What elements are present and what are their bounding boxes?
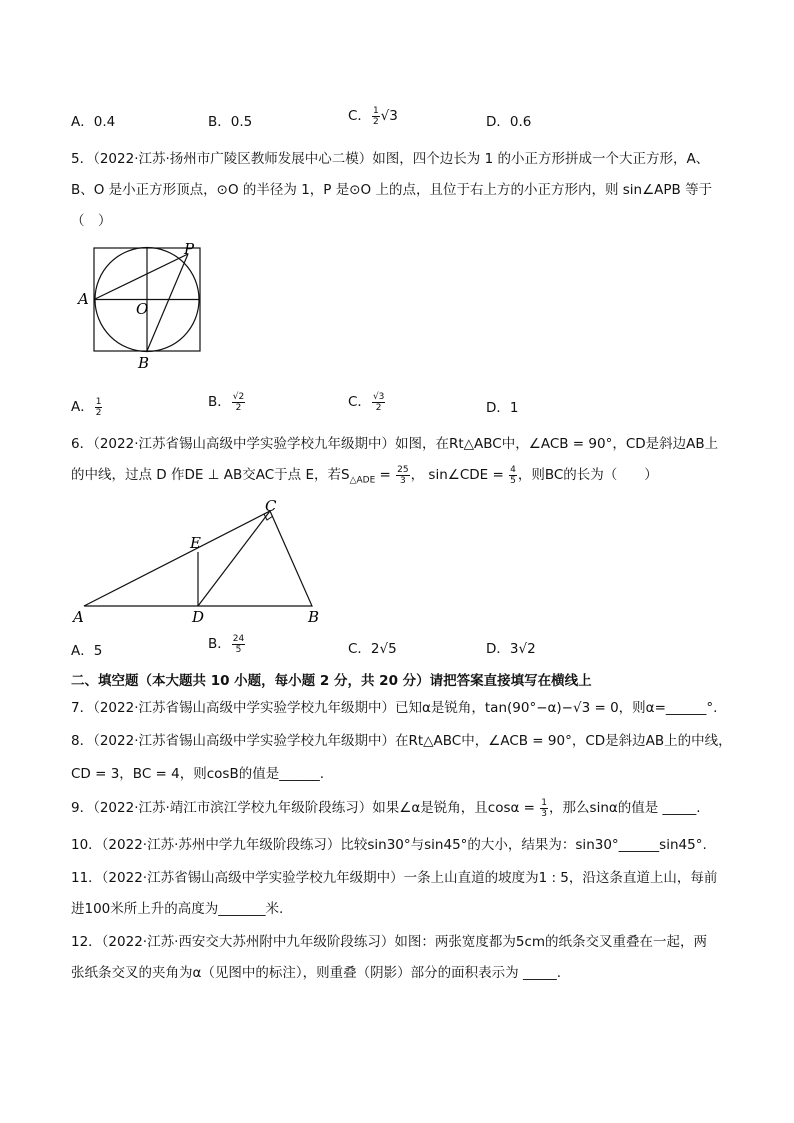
q6-option-a: A．5 <box>71 643 103 659</box>
q9-text-post: ，那么sinα的值是 _____. <box>549 800 701 816</box>
segment-bp <box>147 254 188 351</box>
q6-option-b-fraction <box>232 634 245 655</box>
fraction-denominator: 3 <box>400 475 406 486</box>
q5-option-a <box>71 395 103 418</box>
q4-option-c-fraction <box>372 106 380 127</box>
q4-option-d: D．0.6 <box>486 114 532 130</box>
q5-option-b-fraction <box>232 392 245 413</box>
q5-option-b-prefix: B． <box>208 394 231 410</box>
segment-ap <box>94 254 188 300</box>
q9-cos-fraction <box>540 798 548 819</box>
q5-option-c <box>348 390 386 413</box>
q6-line-2-text-d: ，则BC的长为（ ） <box>517 467 658 483</box>
q9-text <box>71 796 701 819</box>
q5-option-c-fraction <box>372 392 385 413</box>
section-heading-fill-in: 二、填空题（本大题共 10 小题，每小题 2 分，共 20 分）请把答案直接填写在横线上 <box>71 673 592 689</box>
segment-cd <box>198 511 270 606</box>
q5-option-b <box>208 390 246 413</box>
q11-line-2: 进100米所上升的高度为_______米. <box>71 901 284 917</box>
label-c: C <box>265 498 277 515</box>
fraction-numerator: 24 <box>232 633 245 644</box>
q6-line-2 <box>71 463 658 486</box>
q5-line-3: （ ） <box>71 213 112 229</box>
q7-text: 7．（2022·江苏省锡山高级中学实验学校九年级期中）已知α是锐角，tan(90°−α)−√3 = 0，则α=______°. <box>71 700 718 716</box>
q6-area-fraction <box>396 465 409 486</box>
fraction-denominator: 2 <box>95 407 102 418</box>
label-e: E <box>190 534 201 552</box>
fraction-denominator: 3 <box>541 808 548 819</box>
q6-option-c: C．2√5 <box>348 641 397 657</box>
fraction-numerator: 1 <box>372 105 379 116</box>
q5-option-d: D．1 <box>486 400 519 416</box>
q5-option-c-prefix: C． <box>348 394 371 410</box>
q4-option-c <box>348 104 398 127</box>
q5-figure <box>72 238 212 374</box>
label-d: D <box>192 608 205 626</box>
q6-option-d: D．3√2 <box>486 641 536 657</box>
q4-option-c-prefix: C． <box>348 108 371 124</box>
label-a: A <box>78 290 89 308</box>
q8-line-2: CD = 3，BC = 4，则cosB的值是______. <box>71 766 325 782</box>
q11-line-1: 11．（2022·江苏省锡山高级中学实验学校九年级期中）一条上山直道的坡度为1 : 5，沿这条直道上山，每前 <box>71 870 718 886</box>
fraction-numerator: √3 <box>372 391 385 402</box>
q6-figure <box>70 498 330 628</box>
q6-line-2-text-c: ， sin∠CDE = <box>410 467 509 483</box>
q6-area-subscript: △ADE <box>349 475 376 486</box>
q8-line-1: 8．（2022·江苏省锡山高级中学实验学校九年级期中）在Rt△ABC中，∠ACB = 90°，CD是斜边AB上的中线， <box>71 733 732 749</box>
q6-sin-fraction <box>509 465 517 486</box>
q6-line-1: 6．（2022·江苏省锡山高级中学实验学校九年级期中）如图，在Rt△ABC中，∠ACB = 90°，CD是斜边AB上 <box>71 436 719 452</box>
q4-option-c-radical: √3 <box>380 108 398 124</box>
q12-line-1: 12．（2022·江苏·西安交大苏州附中九年级阶段练习）如图：两张宽度都为5cm的纸条交叉重叠在一起，两 <box>71 934 708 950</box>
q6-line-2-text-a: 的中线，过点 D 作DE ⊥ AB交AC于点 E，若S <box>71 467 350 483</box>
q6-option-b-prefix: B． <box>208 636 231 652</box>
q6-option-b <box>208 632 246 655</box>
label-o: O <box>136 300 149 318</box>
q5-option-a-prefix: A． <box>71 399 94 415</box>
fraction-numerator: 1 <box>95 396 102 407</box>
fraction-numerator: 4 <box>510 464 516 475</box>
q5-option-a-fraction <box>95 397 103 418</box>
fraction-denominator: 5 <box>510 475 516 486</box>
q4-option-b: B．0.5 <box>208 114 253 130</box>
q5-line-1: 5．（2022·江苏·扬州市广陵区教师发展中心二模）如图，四个边长为 1 的小正方形拼成一个大正方形，A、 <box>71 151 710 167</box>
fraction-denominator: 2 <box>375 402 382 413</box>
fraction-numerator: √2 <box>232 391 245 402</box>
label-b: B <box>308 608 320 626</box>
label-a: A <box>73 608 84 626</box>
fraction-numerator: 1 <box>541 797 548 808</box>
q5-line-2: B、O 是小正方形顶点，⊙O 的半径为 1，P 是⊙O 上的点，且位于右上方的小正方形内，则 sin∠APB 等于 <box>71 182 713 198</box>
fraction-denominator: 5 <box>235 644 242 655</box>
q12-line-2: 张纸条交叉的夹角为α（见图中的标注），则重叠（阴影）部分的面积表示为 _____. <box>71 965 561 981</box>
q9-text-pre: 9．（2022·江苏·靖江市滨江学校九年级阶段练习）如果∠α是锐角，且cosα = <box>71 800 540 816</box>
q10-text: 10．（2022·江苏·苏州中学九年级阶段练习）比较sin30°与sin45°的大小，结果为：sin30°______sin45°. <box>71 837 707 853</box>
fraction-numerator: 25 <box>397 464 409 475</box>
fraction-denominator: 2 <box>235 402 242 413</box>
label-b: B <box>138 354 150 372</box>
label-p: P <box>184 240 195 258</box>
fraction-denominator: 2 <box>372 116 379 127</box>
q6-line-2-eq: = <box>375 467 396 483</box>
q4-option-a: A．0.4 <box>71 114 116 130</box>
